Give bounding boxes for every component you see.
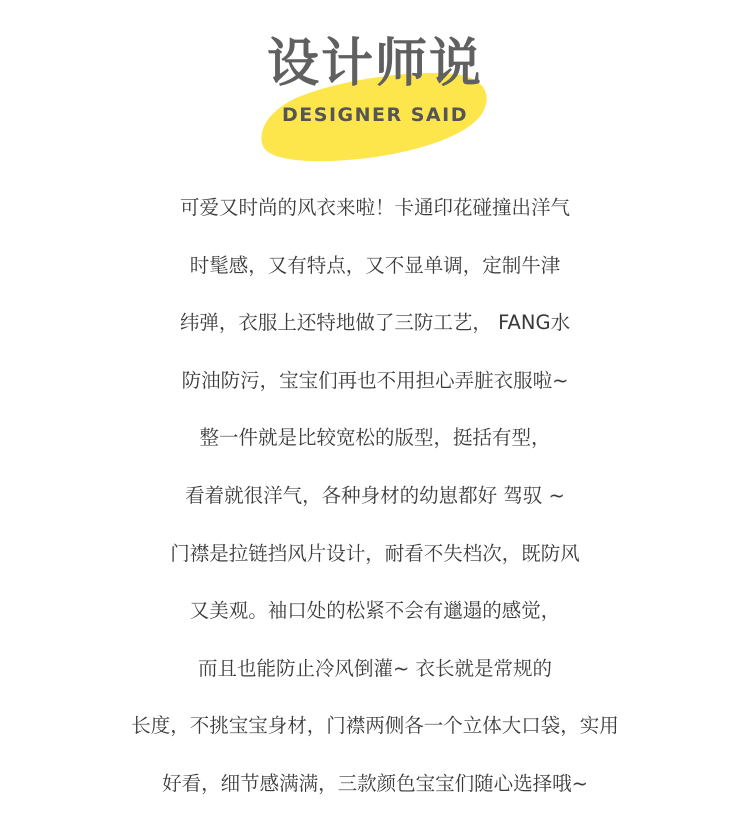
description-line: 纬弹，衣服上还特地做了三防工艺， FANG水 xyxy=(179,311,571,335)
description-line: 整一件就是比较宽松的版型，挺括有型， xyxy=(199,426,551,450)
designer-said-header xyxy=(0,0,750,170)
description-line: 可爱又时尚的风衣来啦！卡通印花碰撞出洋气 xyxy=(179,196,570,219)
description-line: 而且也能防止冷风倒灌~ 衣长就是常规的 xyxy=(197,656,553,680)
section-subtitle: DESIGNER SAID xyxy=(282,104,468,126)
description-line: 长度，不挑宝宝身材，门襟两侧各一个立体大口袋，实用 xyxy=(131,714,619,738)
section-title: 设计师说 xyxy=(266,34,483,94)
description-line: 看着就很洋气，各种身材的幼崽都好 驾驭 ~ xyxy=(185,483,565,507)
description-line: 又美观。袖口处的松紧不会有邋遢的感觉， xyxy=(189,599,561,623)
description-line: 门襟是拉链挡风片设计，耐看不失档次，既防风 xyxy=(170,541,580,565)
description-line: 时髦感，又有特点，又不显单调，定制牛津 xyxy=(189,253,561,277)
description-line: 防油防污，宝宝们再也不用担心弄脏衣服啦~ xyxy=(181,368,569,392)
description-line: 好看，细节感满满，三款颜色宝宝们随心选择哦~ xyxy=(162,771,588,795)
product-description xyxy=(0,188,750,822)
